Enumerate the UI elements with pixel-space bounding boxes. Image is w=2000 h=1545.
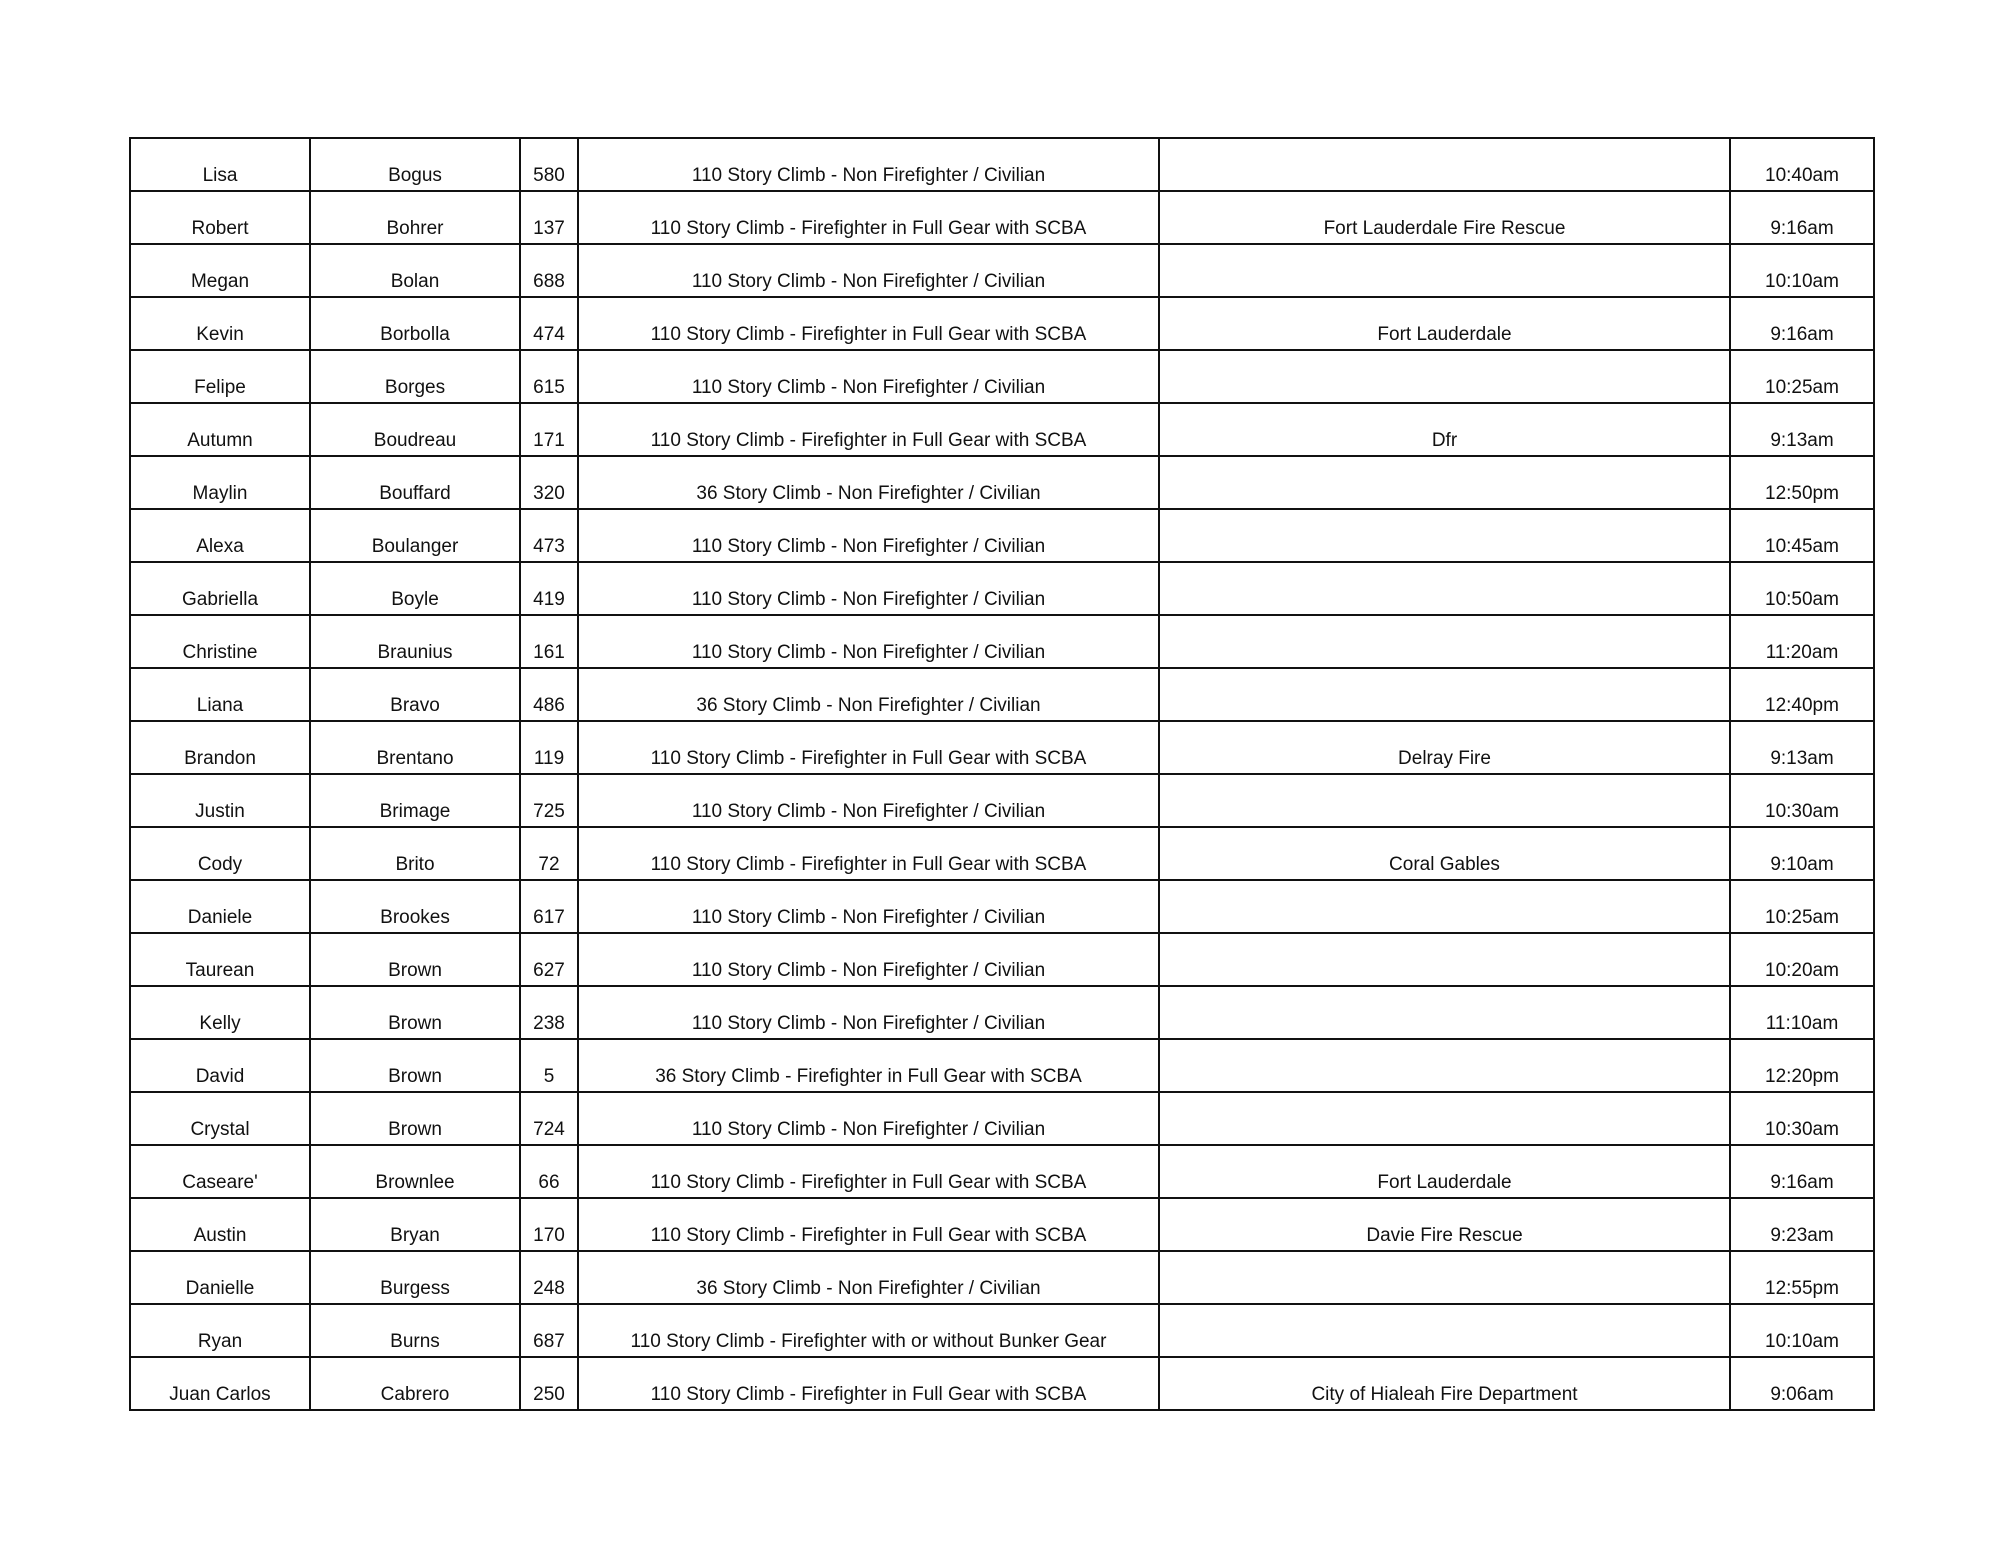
first-name-cell: Crystal <box>130 1092 310 1145</box>
bib-number-cell: 66 <box>520 1145 578 1198</box>
table-row <box>130 1198 1874 1251</box>
start-time-cell: 9:13am <box>1730 721 1874 774</box>
bib-number-cell: 238 <box>520 986 578 1039</box>
last-name-cell: Borges <box>310 350 520 403</box>
event-cell: 36 Story Climb - Non Firefighter / Civilian <box>578 1251 1159 1304</box>
event-cell: 110 Story Climb - Non Firefighter / Civilian <box>578 933 1159 986</box>
event-cell: 110 Story Climb - Firefighter with or without Bunker Gear <box>578 1304 1159 1357</box>
start-time-cell: 10:50am <box>1730 562 1874 615</box>
bib-number-cell: 171 <box>520 403 578 456</box>
bib-number-cell: 688 <box>520 244 578 297</box>
start-time-cell: 9:06am <box>1730 1357 1874 1410</box>
event-cell: 110 Story Climb - Non Firefighter / Civilian <box>578 986 1159 1039</box>
last-name-cell: Brown <box>310 1092 520 1145</box>
department-cell <box>1159 350 1730 403</box>
department-cell <box>1159 668 1730 721</box>
bib-number-cell: 580 <box>520 138 578 191</box>
department-cell: Fort Lauderdale <box>1159 1145 1730 1198</box>
table-row <box>130 562 1874 615</box>
department-cell <box>1159 456 1730 509</box>
event-cell: 36 Story Climb - Non Firefighter / Civilian <box>578 668 1159 721</box>
event-cell: 110 Story Climb - Non Firefighter / Civilian <box>578 774 1159 827</box>
last-name-cell: Brentano <box>310 721 520 774</box>
department-cell: Coral Gables <box>1159 827 1730 880</box>
department-cell <box>1159 509 1730 562</box>
start-time-cell: 9:13am <box>1730 403 1874 456</box>
department-cell <box>1159 562 1730 615</box>
department-cell <box>1159 244 1730 297</box>
bib-number-cell: 486 <box>520 668 578 721</box>
last-name-cell: Brito <box>310 827 520 880</box>
table-row <box>130 721 1874 774</box>
first-name-cell: Taurean <box>130 933 310 986</box>
first-name-cell: Kelly <box>130 986 310 1039</box>
start-time-cell: 12:20pm <box>1730 1039 1874 1092</box>
department-cell <box>1159 1251 1730 1304</box>
start-time-cell: 10:10am <box>1730 1304 1874 1357</box>
table-row <box>130 827 1874 880</box>
table-row <box>130 244 1874 297</box>
start-time-cell: 12:55pm <box>1730 1251 1874 1304</box>
table-row <box>130 1039 1874 1092</box>
start-time-cell: 10:30am <box>1730 774 1874 827</box>
last-name-cell: Bravo <box>310 668 520 721</box>
first-name-cell: Autumn <box>130 403 310 456</box>
bib-number-cell: 615 <box>520 350 578 403</box>
last-name-cell: Brookes <box>310 880 520 933</box>
table-row <box>130 986 1874 1039</box>
start-time-cell: 10:40am <box>1730 138 1874 191</box>
department-cell <box>1159 933 1730 986</box>
table-row <box>130 1304 1874 1357</box>
first-name-cell: Daniele <box>130 880 310 933</box>
bib-number-cell: 320 <box>520 456 578 509</box>
department-cell <box>1159 1092 1730 1145</box>
last-name-cell: Boyle <box>310 562 520 615</box>
last-name-cell: Boulanger <box>310 509 520 562</box>
department-cell: Fort Lauderdale Fire Rescue <box>1159 191 1730 244</box>
first-name-cell: Caseare' <box>130 1145 310 1198</box>
start-time-cell: 9:16am <box>1730 1145 1874 1198</box>
bib-number-cell: 474 <box>520 297 578 350</box>
event-cell: 110 Story Climb - Firefighter in Full Gear with SCBA <box>578 403 1159 456</box>
start-time-cell: 9:16am <box>1730 191 1874 244</box>
last-name-cell: Bogus <box>310 138 520 191</box>
first-name-cell: Kevin <box>130 297 310 350</box>
table-row <box>130 1251 1874 1304</box>
roster-table-body <box>130 138 1874 1410</box>
event-cell: 110 Story Climb - Non Firefighter / Civilian <box>578 244 1159 297</box>
start-time-cell: 10:20am <box>1730 933 1874 986</box>
event-cell: 110 Story Climb - Non Firefighter / Civilian <box>578 509 1159 562</box>
first-name-cell: Brandon <box>130 721 310 774</box>
start-time-cell: 12:50pm <box>1730 456 1874 509</box>
bib-number-cell: 419 <box>520 562 578 615</box>
event-cell: 110 Story Climb - Firefighter in Full Gear with SCBA <box>578 1198 1159 1251</box>
start-time-cell: 9:10am <box>1730 827 1874 880</box>
last-name-cell: Braunius <box>310 615 520 668</box>
table-row <box>130 191 1874 244</box>
last-name-cell: Brimage <box>310 774 520 827</box>
last-name-cell: Bryan <box>310 1198 520 1251</box>
table-row <box>130 615 1874 668</box>
start-time-cell: 10:45am <box>1730 509 1874 562</box>
event-cell: 36 Story Climb - Firefighter in Full Gear with SCBA <box>578 1039 1159 1092</box>
first-name-cell: Robert <box>130 191 310 244</box>
event-cell: 110 Story Climb - Firefighter in Full Gear with SCBA <box>578 1357 1159 1410</box>
table-row <box>130 668 1874 721</box>
bib-number-cell: 161 <box>520 615 578 668</box>
department-cell <box>1159 880 1730 933</box>
last-name-cell: Brownlee <box>310 1145 520 1198</box>
last-name-cell: Cabrero <box>310 1357 520 1410</box>
first-name-cell: Cody <box>130 827 310 880</box>
department-cell: Fort Lauderdale <box>1159 297 1730 350</box>
table-row <box>130 403 1874 456</box>
bib-number-cell: 724 <box>520 1092 578 1145</box>
first-name-cell: Christine <box>130 615 310 668</box>
last-name-cell: Boudreau <box>310 403 520 456</box>
bib-number-cell: 250 <box>520 1357 578 1410</box>
bib-number-cell: 137 <box>520 191 578 244</box>
event-cell: 110 Story Climb - Non Firefighter / Civilian <box>578 880 1159 933</box>
event-cell: 36 Story Climb - Non Firefighter / Civilian <box>578 456 1159 509</box>
event-cell: 110 Story Climb - Non Firefighter / Civilian <box>578 138 1159 191</box>
first-name-cell: Maylin <box>130 456 310 509</box>
table-row <box>130 456 1874 509</box>
table-row <box>130 880 1874 933</box>
start-time-cell: 10:30am <box>1730 1092 1874 1145</box>
event-cell: 110 Story Climb - Non Firefighter / Civilian <box>578 562 1159 615</box>
first-name-cell: Megan <box>130 244 310 297</box>
event-cell: 110 Story Climb - Non Firefighter / Civilian <box>578 1092 1159 1145</box>
first-name-cell: Justin <box>130 774 310 827</box>
first-name-cell: Austin <box>130 1198 310 1251</box>
start-time-cell: 10:25am <box>1730 350 1874 403</box>
bib-number-cell: 473 <box>520 509 578 562</box>
first-name-cell: Juan Carlos <box>130 1357 310 1410</box>
bib-number-cell: 170 <box>520 1198 578 1251</box>
first-name-cell: Lisa <box>130 138 310 191</box>
bib-number-cell: 119 <box>520 721 578 774</box>
bib-number-cell: 687 <box>520 1304 578 1357</box>
last-name-cell: Borbolla <box>310 297 520 350</box>
start-time-cell: 10:25am <box>1730 880 1874 933</box>
event-cell: 110 Story Climb - Firefighter in Full Gear with SCBA <box>578 827 1159 880</box>
first-name-cell: Ryan <box>130 1304 310 1357</box>
event-cell: 110 Story Climb - Non Firefighter / Civilian <box>578 350 1159 403</box>
department-cell <box>1159 615 1730 668</box>
department-cell <box>1159 1039 1730 1092</box>
last-name-cell: Bouffard <box>310 456 520 509</box>
event-cell: 110 Story Climb - Non Firefighter / Civilian <box>578 615 1159 668</box>
table-row <box>130 138 1874 191</box>
start-time-cell: 11:10am <box>1730 986 1874 1039</box>
roster-table <box>129 137 1875 1411</box>
table-row <box>130 297 1874 350</box>
first-name-cell: Felipe <box>130 350 310 403</box>
last-name-cell: Bohrer <box>310 191 520 244</box>
bib-number-cell: 72 <box>520 827 578 880</box>
first-name-cell: Liana <box>130 668 310 721</box>
table-row <box>130 1357 1874 1410</box>
event-cell: 110 Story Climb - Firefighter in Full Gear with SCBA <box>578 297 1159 350</box>
table-row <box>130 1092 1874 1145</box>
first-name-cell: Danielle <box>130 1251 310 1304</box>
last-name-cell: Brown <box>310 1039 520 1092</box>
department-cell <box>1159 1304 1730 1357</box>
last-name-cell: Bolan <box>310 244 520 297</box>
last-name-cell: Burns <box>310 1304 520 1357</box>
event-cell: 110 Story Climb - Firefighter in Full Gear with SCBA <box>578 1145 1159 1198</box>
department-cell <box>1159 774 1730 827</box>
start-time-cell: 11:20am <box>1730 615 1874 668</box>
start-time-cell: 12:40pm <box>1730 668 1874 721</box>
table-row <box>130 350 1874 403</box>
bib-number-cell: 5 <box>520 1039 578 1092</box>
last-name-cell: Brown <box>310 933 520 986</box>
start-time-cell: 9:16am <box>1730 297 1874 350</box>
bib-number-cell: 725 <box>520 774 578 827</box>
department-cell <box>1159 986 1730 1039</box>
department-cell: Dfr <box>1159 403 1730 456</box>
first-name-cell: David <box>130 1039 310 1092</box>
table-row <box>130 1145 1874 1198</box>
table-row <box>130 933 1874 986</box>
last-name-cell: Brown <box>310 986 520 1039</box>
event-cell: 110 Story Climb - Firefighter in Full Gear with SCBA <box>578 191 1159 244</box>
bib-number-cell: 248 <box>520 1251 578 1304</box>
table-row <box>130 774 1874 827</box>
start-time-cell: 10:10am <box>1730 244 1874 297</box>
bib-number-cell: 617 <box>520 880 578 933</box>
first-name-cell: Alexa <box>130 509 310 562</box>
bib-number-cell: 627 <box>520 933 578 986</box>
last-name-cell: Burgess <box>310 1251 520 1304</box>
department-cell: Delray Fire <box>1159 721 1730 774</box>
first-name-cell: Gabriella <box>130 562 310 615</box>
start-time-cell: 9:23am <box>1730 1198 1874 1251</box>
department-cell: City of Hialeah Fire Department <box>1159 1357 1730 1410</box>
department-cell: Davie Fire Rescue <box>1159 1198 1730 1251</box>
department-cell <box>1159 138 1730 191</box>
table-row <box>130 509 1874 562</box>
event-cell: 110 Story Climb - Firefighter in Full Gear with SCBA <box>578 721 1159 774</box>
